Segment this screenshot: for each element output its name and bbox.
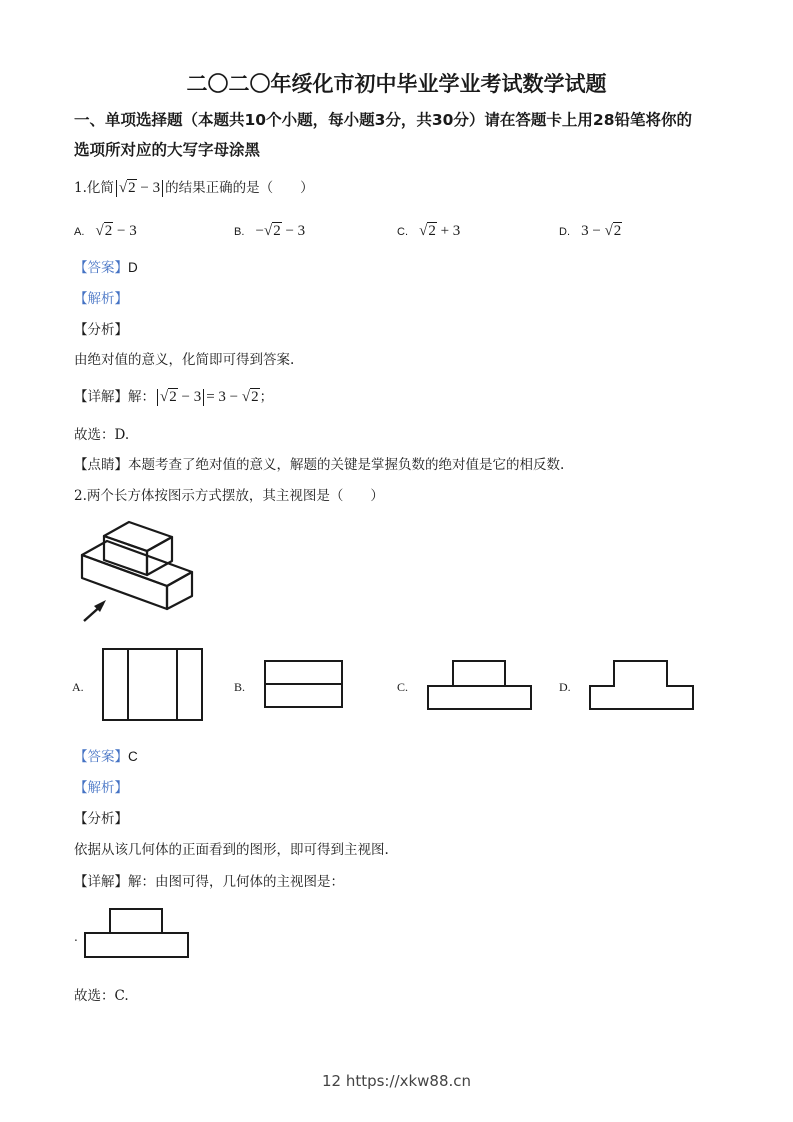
q2-fenxi: 【分析】 <box>74 811 128 827</box>
q1-number: 1.化简 <box>74 180 114 196</box>
page-footer: 12 https://xkw88.cn <box>321 1072 472 1090</box>
q2-3d-figure <box>72 514 202 626</box>
q2-dot: . <box>74 930 78 944</box>
q1-expression: √2 − 3 <box>118 180 161 196</box>
q1-option-c: C. √2 + 3 <box>397 223 461 239</box>
q2-question: 2.两个长方体按图示方式摆放，其主视图是（ ） <box>74 488 384 504</box>
q1-suffix: 的结果正确的是（ ） <box>165 180 314 196</box>
page-title: 二〇二〇年绥化市初中毕业学业考试数学试题 <box>186 72 607 96</box>
q2-option-d-label: D. <box>559 680 571 694</box>
q2-analysis-tag: 【解析】 <box>74 780 128 796</box>
q2-option-b-label: B. <box>234 680 246 694</box>
q1-answer: 【答案】D <box>74 260 138 276</box>
q2-option-d-figure <box>589 660 695 712</box>
q2-fenxi-text: 依据从该几何体的正面看到的图形，即可得到主视图. <box>74 842 389 858</box>
q2-option-c-label: C. <box>397 680 409 694</box>
q1-fenxi-text: 由绝对值的意义，化简即可得到答案. <box>74 352 295 368</box>
q2-option-c-figure <box>427 660 533 712</box>
q1-analysis-tag: 【解析】 <box>74 291 128 307</box>
q1-option-d: D. 3 − √2 <box>559 223 622 239</box>
q2-detail: 【详解】解：由图可得，几何体的主视图是： <box>74 874 344 890</box>
q2-option-b-figure <box>264 660 344 710</box>
q1-option-a: A. √2 − 3 <box>74 223 137 239</box>
q1-detail: 【详解】解： √2 − 3 = 3 − √2； <box>74 389 274 405</box>
q2-answer-figure <box>84 908 190 960</box>
q1-choose: 故选：D. <box>74 427 130 443</box>
q1-comment: 【点睛】本题考查了绝对值的意义，解题的关键是掌握负数的绝对值是它的相反数. <box>74 457 565 473</box>
q2-answer: 【答案】C <box>74 749 138 765</box>
q1-stem <box>74 176 314 197</box>
q2-option-a-figure <box>102 648 204 722</box>
q1-fenxi: 【分析】 <box>74 322 128 338</box>
section-heading-line1: 一、单项选择题（本题共10个小题，每小题3分，共30分）请在答题卡上用28铅笔将你的 <box>74 111 692 129</box>
q1-option-b: B. −√2 − 3 <box>234 223 306 239</box>
section-heading-line2: 选项所对应的大写字母涂黑 <box>74 141 261 159</box>
q2-choose: 故选：C. <box>74 988 129 1004</box>
q2-option-a-label: A. <box>72 680 84 694</box>
